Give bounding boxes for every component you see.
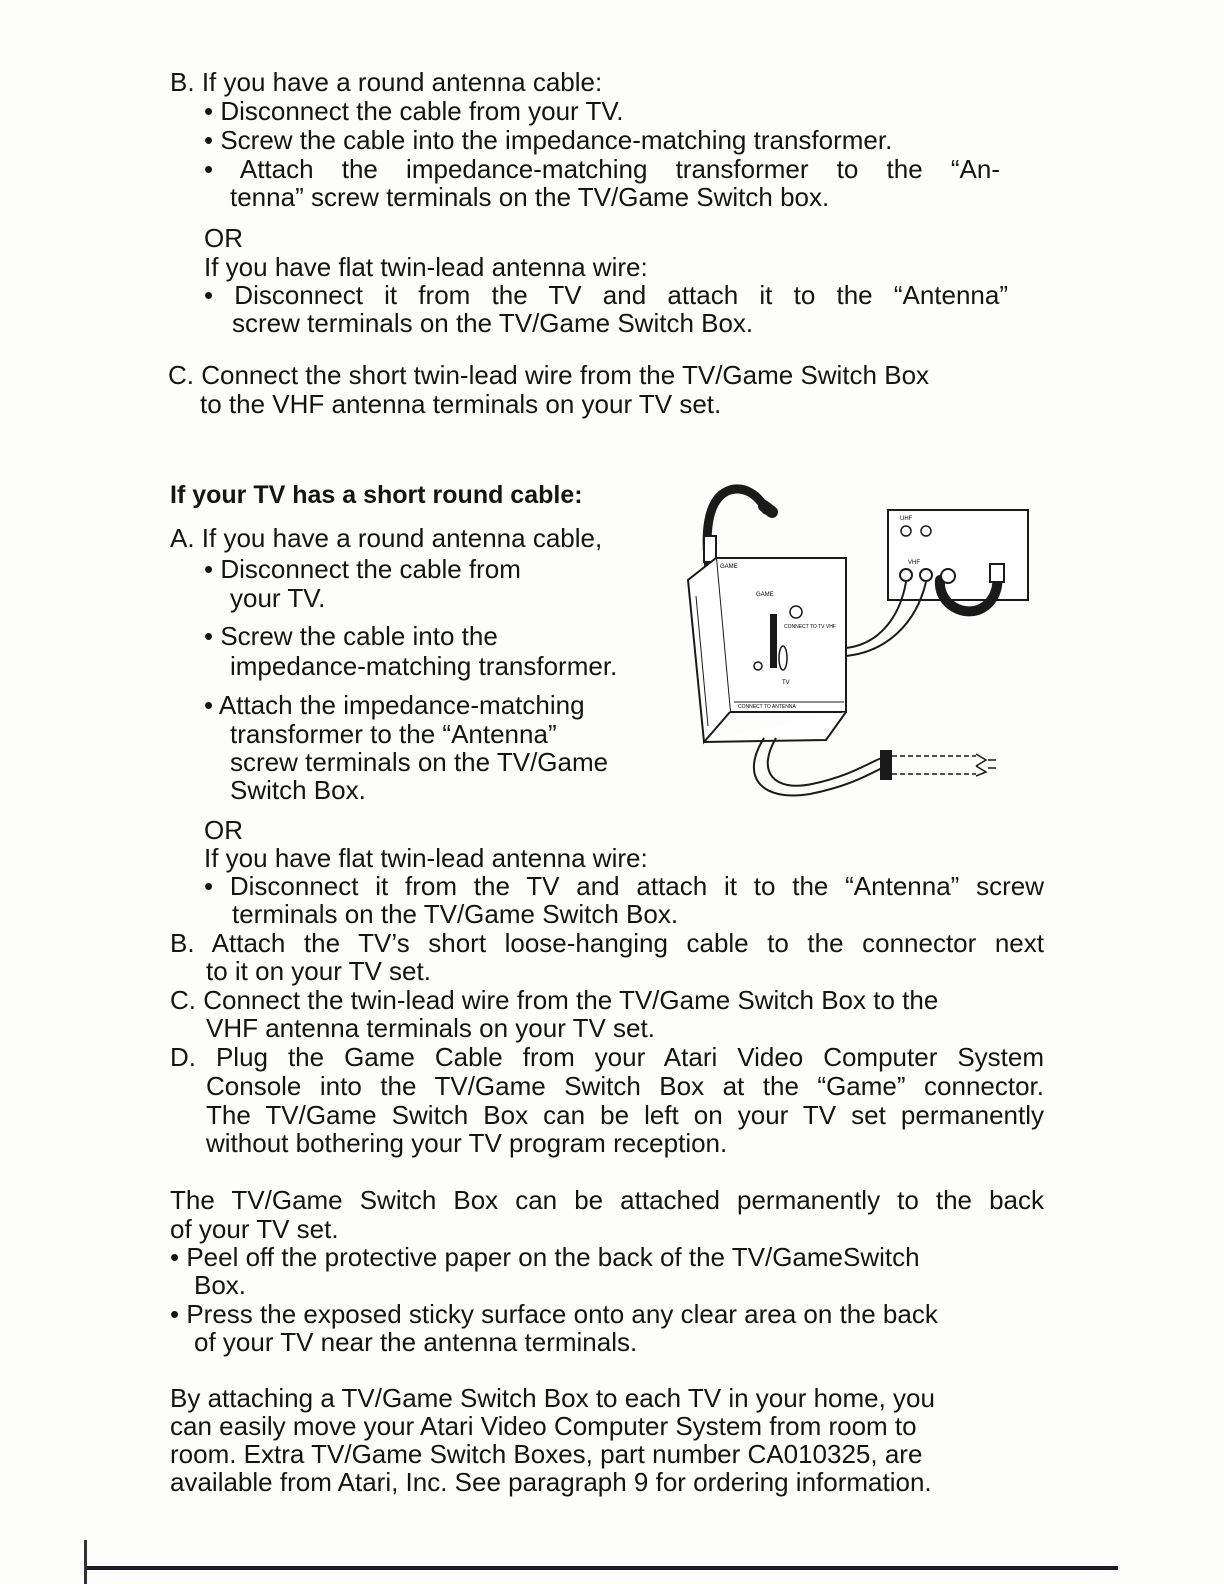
attach-bullet2-line1: • Press the exposed sticky surface onto any clear area on the back [170,1299,938,1329]
page-left-edge [84,1540,87,1584]
switch-box-diagram [680,476,1040,816]
attach-bullet1-line1: • Peel off the protective paper on the back of the TV/GameSwitch [170,1242,920,1272]
s2-twin-bullet-line1: • Disconnect it from the TV and attach it to the “Antenna” screw [204,871,1044,901]
label-connect-tv: CONNECT TO TV VHF [784,624,836,630]
label-game-top: GAME [720,564,738,570]
twin-lead-antenna [754,738,886,795]
s2-a-bullet3-line4: Switch Box. [230,775,366,805]
switch-box [688,558,846,742]
s2-d-line3: The TV/Game Switch Box can be left on your TV set permanently [206,1100,1044,1130]
s1-twin-bullet-line1: • Disconnect it from the TV and attach it to the “Antenna” [204,280,1008,310]
s1-b-label: B. [170,67,195,97]
label-tv: TV [782,680,790,686]
s2-c-line1: C. Connect the twin-lead wire from the TV/Game Switch Box to the [170,985,939,1015]
closing-line4: available from Atari, Inc. See paragraph 9 for ordering information. [170,1467,932,1497]
game-cable-plug [880,750,892,780]
s2-a-bullet3-line2: transformer to the “Antenna” [230,719,557,749]
s1-twin-intro: If you have flat twin-lead antenna wire: [204,252,648,282]
s2-b-line2: to it on your TV set. [206,956,431,986]
s2-heading: If your TV has a short round cable: [170,481,583,509]
attach-line1: The TV/Game Switch Box can be attached permanently to the back [170,1185,1044,1215]
closing-line2: can easily move your Atari Video Computer System from room to [170,1411,917,1441]
s2-a-bullet3-line3: screw terminals on the TV/Game [230,747,609,777]
game-cable-dashed [892,756,976,774]
s2-twin-intro: If you have flat twin-lead antenna wire: [204,843,648,873]
s2-a-bullet2-line2: impedance-matching transformer. [230,651,618,681]
attach-line2: of your TV set. [170,1214,339,1244]
closing-line3: room. Extra TV/Game Switch Boxes, part number CA010325, are [170,1439,923,1469]
s1-b-intro [170,68,602,97]
s2-b-line1: B. Attach the TV’s short loose-hanging cable to the connector next [170,928,1044,958]
s2-a-bullet1-line1: • Disconnect the cable from [204,554,521,584]
s1-c-line2: to the VHF antenna terminals on your TV set. [200,389,722,419]
s2-d-line2: Console into the TV/Game Switch Box at the “Game” connector. [206,1071,1044,1101]
attach-bullet2-line2: of your TV near the antenna terminals. [194,1327,638,1357]
cable-connector [704,536,716,562]
s2-a-bullet2-line1: • Screw the cable into the [204,621,498,651]
s1-c-line1: C. Connect the short twin-lead wire from the TV/Game Switch Box [168,360,930,390]
s1-b-bullet-1: • Disconnect the cable from your TV. [204,96,624,126]
s1-b-bullet-2: • Screw the cable into the impedance-matching transformer. [204,125,893,155]
page-bottom-edge [84,1566,1118,1570]
s2-a-line1: A. If you have a round antenna cable, [170,523,603,553]
s2-d-line4: without bothering your TV program reception. [206,1128,728,1158]
twin-lead-antenna-2 [768,738,886,786]
attach-bullet1-line2: Box. [194,1270,247,1300]
label-game: GAME [756,592,774,598]
closing-line1: By attaching a TV/Game Switch Box to each TV in your home, you [170,1383,935,1413]
s2-d-line1: D. Plug the Game Cable from your Atari Video Computer System [170,1042,1044,1072]
s2-a-bullet1-line2: your TV. [230,583,326,613]
s2-c-line2: VHF antenna terminals on your TV set. [206,1013,655,1043]
s2-a-bullet3-line1: • Attach the impedance-matching [204,690,585,720]
s1-b-bullet-3-line1: • Attach the impedance-matching transformer to the “An- [204,154,1000,184]
s2-or: OR [204,815,243,845]
s2-twin-bullet-line2: terminals on the TV/Game Switch Box. [232,899,679,929]
label-connect-antenna: CONNECT TO ANTENNA [738,704,796,710]
s1-twin-bullet-line2: screw terminals on the TV/Game Switch Box. [232,308,754,338]
label-uhf: UHF [900,516,913,522]
s1-b-intro-text: If you have a round antenna cable: [201,67,603,97]
s1-b-bullet-3-line2: tenna” screw terminals on the TV/Game Switch box. [230,182,830,212]
tv-terminal-plate [888,510,1028,611]
game-cable-tip [976,754,986,776]
s1-or: OR [204,223,243,253]
label-vhf: VHF [908,560,920,566]
game-cable-pins [988,760,996,768]
cable-end [764,506,772,512]
